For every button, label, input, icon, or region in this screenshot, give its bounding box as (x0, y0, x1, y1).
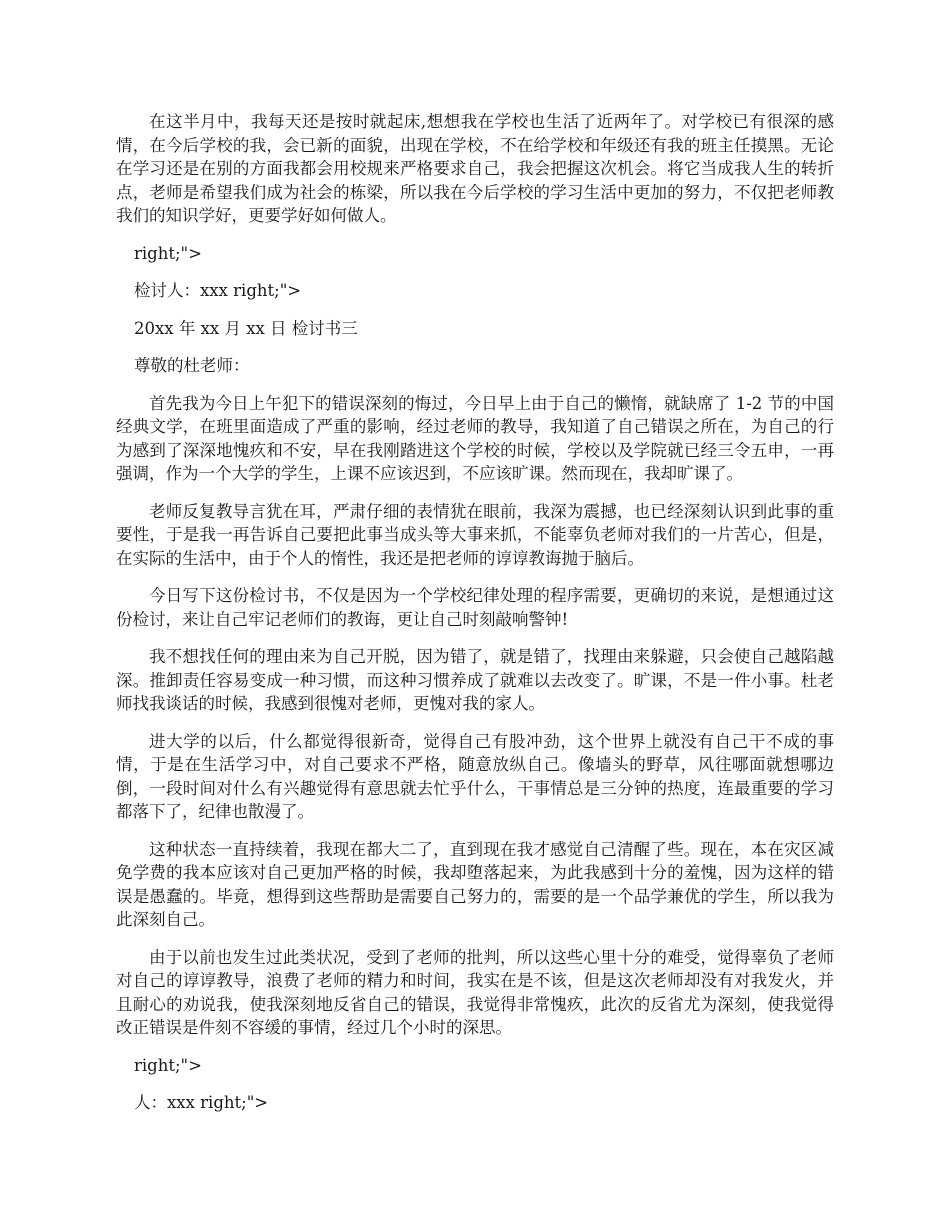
paragraph-university: 进大学的以后，什么都觉得很新奇，觉得自己有股冲劲，这个世界上就没有自己干不成的事情，于是在生活学习中，对自己要求不严格，随意放纵自己。像墙头的野草，风往哪面就想哪边倒，一段时间对什么有兴趣觉得有意思就去忙乎什么，干事情总是三分钟的热度，连最重要的学习都落下了，纪律也散漫了。 (116, 731, 834, 821)
greeting-line: 尊敬的杜老师： (134, 356, 250, 375)
signer-line-1: 检讨人：xxx right;"> (134, 281, 302, 300)
paragraph-reflection: 在这半月中，我每天还是按时就起床,想想我在学校也生活了近两年了。对学校已有很深的感情，在今后学校的我，会已新的面貌，出现在学校，不在给学校和年级还有我的班主任摸黑。无论在学习还是在别的方面我都会用校规来严格要求自己，我会把握这次机会。将它当成我人生的转折点，老师是希望我们成为社会的栋梁，所以我在今后学校的学习生活中更加的努力，不仅把老师教我们的知识学好，更要学好如何做人。 (116, 112, 834, 225)
paragraph-apology: 首先我为今日上午犯下的错误深刻的悔过，今日早上由于自己的懒惰，就缺席了 1-2 节的中国经典文学，在班里面造成了严重的影响，经过老师的教导，我知道了自己错误之所在，为自己的行为感到了深深地愧疚和不安，早在我刚踏进这个学校的时候，学校以及学院就已经三令五申，一再强调，作为一个大学的学生，上课不应该迟到，不应该旷课。然而现在，我却旷课了。 (116, 393, 834, 483)
paragraph-teaching: 老师反复教导言犹在耳，严肃仔细的表情犹在眼前，我深为震撼，也已经深刻认识到此事的重要性，于是我一再告诉自己要把此事当成头等大事来抓，不能辜负老师对我们的一片苦心，但是，在实际的生活中，由于个人的惰性，我还是把老师的谆谆教诲抛于脑后。 (116, 501, 834, 568)
signer-line-2: 人：xxx right;"> (134, 1093, 269, 1112)
paragraph-reflection-2: 由于以前也发生过此类状况，受到了老师的批判，所以这些心里十分的难受，觉得辜负了老师对自己的谆谆教导，浪费了老师的精力和时间，我实在是不该，但是这次老师却没有对我发火，并且耐心的劝说我，使我深刻地反省自己的错误，我觉得非常愧疚，此次的反省尤为深刻，使我觉得改正错误是件刻不容缓的事情，经过几个小时的深思。 (116, 947, 834, 1037)
align-artifact-2: right;"> (134, 1055, 202, 1075)
align-artifact-1: right;"> (134, 243, 202, 263)
paragraph-no-excuse: 我不想找任何的理由来为自己开脱，因为错了，就是错了，找理由来躲避，只会使自己越陷越深。推卸责任容易变成一种习惯，而这种习惯养成了就难以去改变了。旷课，不是一件小事。杜老师找我谈话的时候，我感到很愧对老师，更愧对我的家人。 (116, 647, 834, 713)
paragraph-purpose: 今日写下这份检讨书，不仅是因为一个学校纪律处理的程序需要，更确切的来说，是想通过这份检讨，来让自己牢记老师们的教诲，更让自己时刻敲响警钟! (116, 586, 834, 629)
date-title-line: 20xx 年 xx 月 xx 日 检讨书三 (134, 318, 358, 338)
paragraph-state: 这种状态一直持续着，我现在都大二了，直到现在我才感觉自己清醒了些。现在，本在灾区减免学费的我本应该对自己更加严格的时候，我却堕落起来，为此我感到十分的羞愧，因为这样的错误是愚蠢的。毕竟，想得到这些帮助是需要自己努力的，需要的是一个品学兼优的学生，所以我为此深刻自己。 (116, 839, 834, 929)
